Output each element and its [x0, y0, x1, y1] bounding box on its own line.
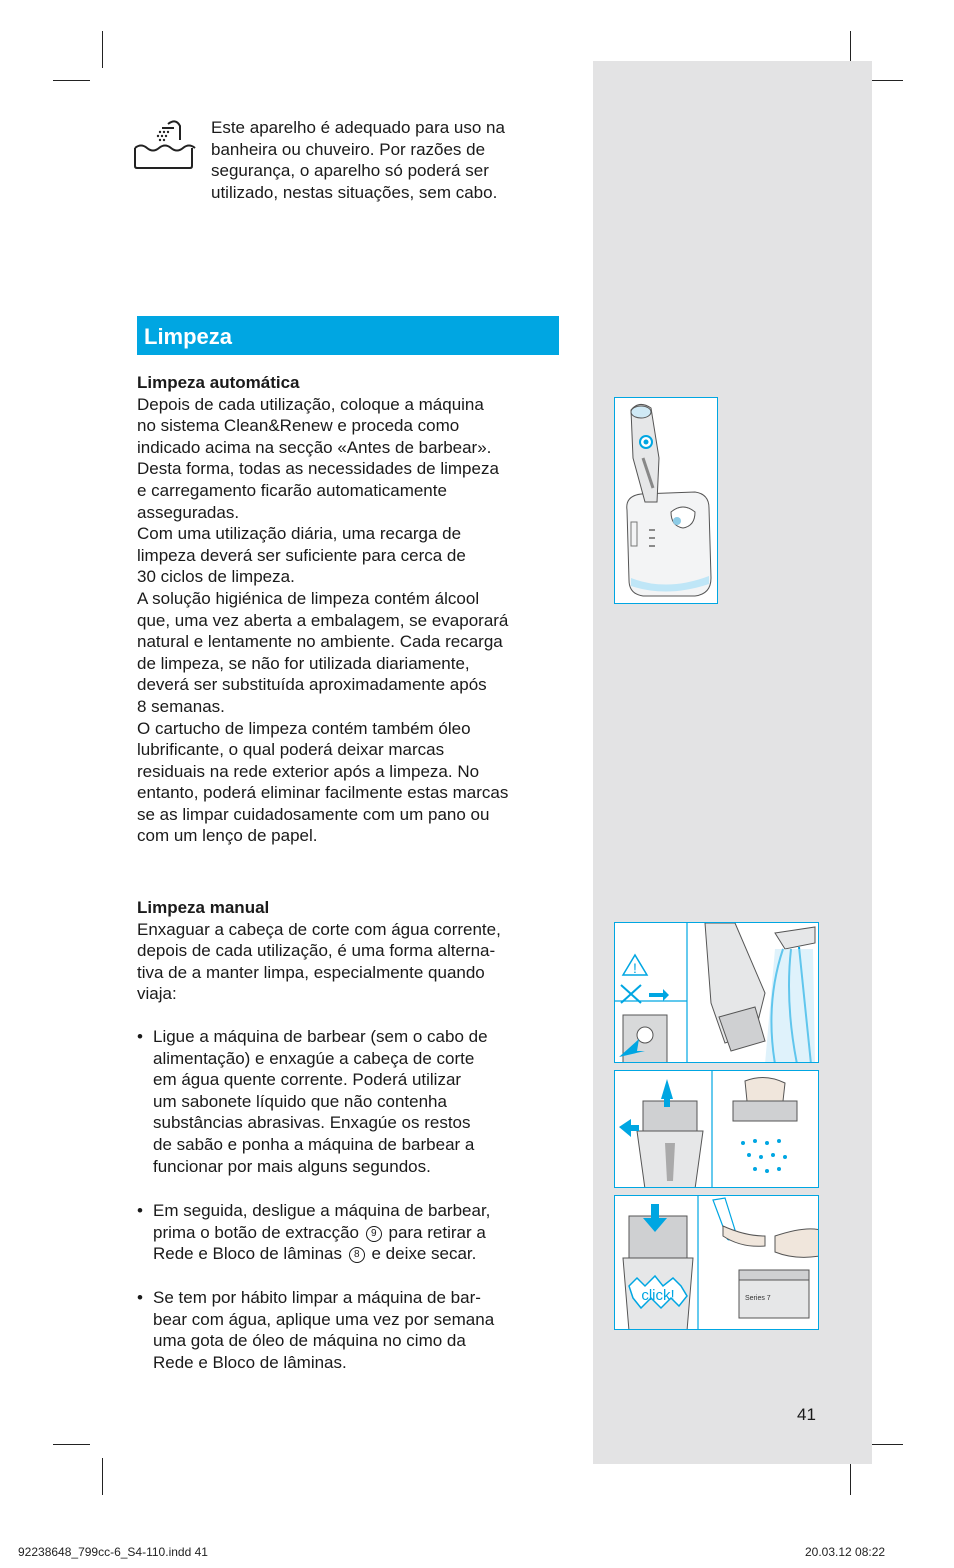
text-line: Se tem por hábito limpar a máquina de bar-: [153, 1288, 481, 1307]
text-line: limpeza deverá ser suficiente para cerca de: [137, 545, 466, 565]
text-line: entanto, poderá eliminar facilmente estas marcas: [137, 783, 509, 803]
text-line: A solução higiénica de limpeza contém álcool: [137, 588, 480, 608]
manual-cleaning-heading: Limpeza manual: [137, 898, 270, 917]
crop-mark: [102, 1458, 103, 1495]
oil-foil-illustration: [614, 1195, 819, 1330]
text-line: [153, 1243, 557, 1265]
text-line: natural e lentamente no ambiente. Cada recarga: [137, 632, 503, 652]
text-line: deverá ser substituída aproximadamente após: [137, 675, 487, 695]
footer-date: 20.03.12 08:22: [805, 1545, 886, 1559]
text-line: Com uma utilização diária, uma recarga de: [137, 524, 462, 544]
text-fragment: e deixe secar.: [371, 1244, 477, 1264]
text-line: 30 ciclos de limpeza.: [137, 567, 295, 587]
text-fragment: prima o botão de extracção: [153, 1222, 360, 1242]
text-line: residuais na rede exterior após a limpeza. No: [137, 761, 480, 781]
reference-number: 9: [366, 1226, 382, 1242]
remove-foil-illustration: [614, 1070, 819, 1188]
text-line: O cartucho de limpeza contém também óleo: [137, 718, 471, 738]
crop-mark: [53, 1444, 90, 1445]
bullet-item: [137, 1200, 557, 1265]
reference-number: 8: [349, 1247, 365, 1263]
text-line: e carregamento ficarão automaticamente: [137, 480, 447, 500]
section-header: [137, 316, 559, 355]
text-line: banheira ou chuveiro. Por razões de: [211, 139, 486, 159]
rinse-under-water-illustration: [614, 922, 819, 1063]
text-line: uma gota de óleo de máquina no cimo da: [153, 1331, 466, 1351]
auto-cleaning-heading: Limpeza automática: [137, 373, 300, 392]
text-line: de sabão e ponha a máquina de barbear a: [153, 1134, 475, 1154]
text-line: em água quente corrente. Poderá utilizar: [153, 1070, 462, 1090]
warning-icon: !: [633, 960, 637, 976]
text-line: que, uma vez aberta a embalagem, se evaporará: [137, 610, 509, 630]
text-line: no sistema Clean&Renew e proceda como: [137, 416, 460, 436]
text-line: Enxaguar a cabeça de corte com água corrente,: [137, 919, 501, 939]
bullet-dot: •: [137, 1027, 143, 1046]
page-number: 41: [797, 1405, 816, 1424]
text-line: utilizado, nestas situações, sem cabo.: [211, 182, 498, 202]
text-line: depois de cada utilização, é uma forma alterna-: [137, 941, 496, 961]
text-line: 8 semanas.: [137, 696, 225, 716]
text-line: Rede e Bloco de lâminas.: [153, 1352, 347, 1372]
bullet-dot: •: [137, 1201, 143, 1220]
shower-bath-icon: [132, 118, 196, 172]
text-line: bear com água, aplique uma vez por semana: [153, 1309, 495, 1329]
crop-mark: [102, 31, 103, 68]
footer-file-info: 92238648_799cc-6_S4-110.indd 41: [18, 1545, 208, 1559]
text-fragment: Rede e Bloco de lâminas: [153, 1244, 343, 1264]
click-label: click!: [641, 1287, 675, 1304]
text-line: indicado acima na secção «Antes de barbear».: [137, 437, 492, 457]
text-line: Este aparelho é adequado para uso na: [211, 118, 505, 137]
text-line: Ligue a máquina de barbear (sem o cabo de: [153, 1027, 488, 1046]
text-line: substâncias abrasivas. Enxagúe os restos: [153, 1113, 471, 1133]
intro-paragraph: [211, 117, 561, 203]
bullet-item: [137, 1287, 557, 1373]
crop-mark: [53, 80, 90, 81]
text-fragment: para retirar a: [388, 1222, 486, 1242]
manual-cleaning-section: [137, 897, 567, 1005]
text-line: funcionar por mais alguns segundos.: [153, 1156, 431, 1176]
auto-cleaning-section: [137, 372, 567, 847]
text-line: asseguradas.: [137, 502, 240, 522]
text-line: segurança, o aparelho só poderá ser: [211, 161, 489, 181]
section-title: Limpeza: [144, 324, 233, 349]
text-line: lubrificante, o qual poderá deixar marcas: [137, 740, 445, 760]
bullet-dot: •: [137, 1288, 143, 1307]
text-line: [153, 1222, 557, 1244]
bullet-item: [137, 1026, 557, 1177]
text-line: de limpeza, se não for utilizada diariamente,: [137, 653, 470, 673]
text-line: se as limpar cuidadosamente com um pano ou: [137, 804, 490, 824]
text-line: tiva de a manter limpa, especialmente quando: [137, 962, 485, 982]
text-line: Desta forma, todas as necessidades de limpeza: [137, 459, 499, 479]
text-line: viaja:: [137, 984, 177, 1004]
text-line: com um lenço de papel.: [137, 826, 318, 846]
text-line: alimentação) e enxagúe a cabeça de corte: [153, 1048, 475, 1068]
clean-renew-station-illustration: [614, 397, 718, 604]
text-line: um sabonete líquido que não contenha: [153, 1091, 447, 1111]
series-label: Series 7: [745, 1295, 771, 1302]
text-line: Em seguida, desligue a máquina de barbear,: [153, 1201, 491, 1220]
text-line: Depois de cada utilização, coloque a máquina: [137, 394, 484, 414]
